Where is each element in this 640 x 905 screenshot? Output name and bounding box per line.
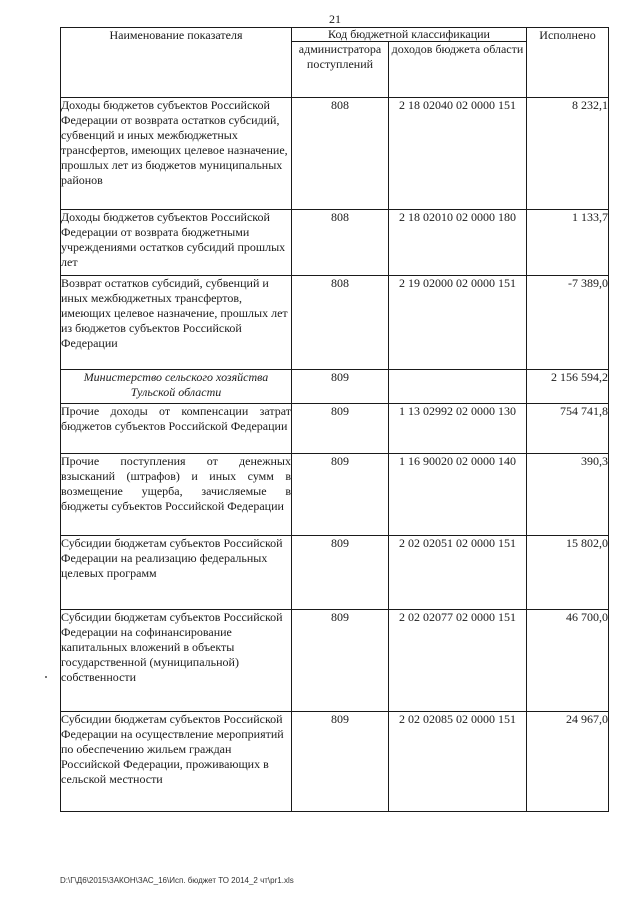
row-admin-code: 808 <box>292 98 389 210</box>
row-income-code: 2 19 02000 02 0000 151 <box>389 276 527 370</box>
row-name: Доходы бюджетов субъектов Российской Федерации от возврата бюджетными учреждениями остатков субсидий прошлых лет <box>61 210 292 276</box>
row-admin-code: 808 <box>292 276 389 370</box>
row-income-code: 2 18 02040 02 0000 151 <box>389 98 527 210</box>
file-path-footer: D:\Г\Д6\2015\ЗАКОН\ЗАС_16\Исп. бюджет ТО 2014_2 чт\pr1.xls <box>60 876 294 885</box>
header-indicator-name: Наименование показателя <box>61 28 292 98</box>
table-row <box>61 712 609 812</box>
header-row-1 <box>61 28 609 42</box>
header-admin: администратора поступлений <box>292 42 389 98</box>
table-row <box>61 536 609 610</box>
row-amount: -7 389,0 <box>527 276 609 370</box>
row-admin-code: 809 <box>292 712 389 812</box>
row-admin-code: 809 <box>292 610 389 712</box>
page-number: 21 <box>329 12 341 26</box>
row-amount: 15 802,0 <box>527 536 609 610</box>
row-admin-code: 809 <box>292 370 389 404</box>
row-income-code <box>389 370 527 404</box>
table-row <box>61 210 609 276</box>
table-row <box>61 98 609 210</box>
row-income-code: 1 16 90020 02 0000 140 <box>389 454 527 536</box>
row-admin-code: 809 <box>292 536 389 610</box>
row-name: Субсидии бюджетам субъектов Российской Федерации на софинансирование капитальных вложений в объекты государственной (муниципальной) собственности <box>61 610 292 712</box>
table-row <box>61 370 609 404</box>
row-admin-code: 809 <box>292 404 389 454</box>
budget-table <box>60 27 609 812</box>
row-income-code: 1 13 02992 02 0000 130 <box>389 404 527 454</box>
row-name: Министерство сельского хозяйства Тульской области <box>61 370 292 404</box>
row-amount: 46 700,0 <box>527 610 609 712</box>
header-code-group: Код бюджетной классификации <box>292 28 527 42</box>
row-name: Возврат остатков субсидий, субвенций и иных межбюджетных трансфертов, имеющих целевое назначение, прошлых лет из бюджетов субъектов Российской Федерации <box>61 276 292 370</box>
row-income-code: 2 02 02051 02 0000 151 <box>389 536 527 610</box>
row-name: Прочие доходы от компенсации затрат бюджетов субъектов Российской Федерации <box>61 404 292 454</box>
row-admin-code: 808 <box>292 210 389 276</box>
row-name: Прочие поступления от денежных взысканий (штрафов) и иных сумм в возмещение ущерба, зачисляемые в бюджеты субъектов Российской Федерации <box>61 454 292 536</box>
row-admin-code: 809 <box>292 454 389 536</box>
row-amount: 1 133,7 <box>527 210 609 276</box>
row-amount: 754 741,8 <box>527 404 609 454</box>
row-name: Субсидии бюджетам субъектов Российской Федерации на осуществление мероприятий по обеспечению жильем граждан Российской Федерации, проживающих в сельской местности <box>61 712 292 812</box>
table-row <box>61 610 609 712</box>
row-amount: 24 967,0 <box>527 712 609 812</box>
table-row <box>61 276 609 370</box>
header-income: доходов бюджета области <box>389 42 527 98</box>
row-income-code: 2 02 02077 02 0000 151 <box>389 610 527 712</box>
header-executed: Исполнено <box>527 28 609 98</box>
row-amount: 2 156 594,2 <box>527 370 609 404</box>
table-row <box>61 404 609 454</box>
row-name: Субсидии бюджетам субъектов Российской Федерации на реализацию федеральных целевых программ <box>61 536 292 610</box>
row-name: Доходы бюджетов субъектов Российской Федерации от возврата остатков субсидий, субвенций и иных межбюджетных трансфертов, имеющих целевое назначение, прошлых лет из бюджетов муниципальных районов <box>61 98 292 210</box>
row-amount: 8 232,1 <box>527 98 609 210</box>
row-amount: 390,3 <box>527 454 609 536</box>
row-income-code: 2 18 02010 02 0000 180 <box>389 210 527 276</box>
table-row <box>61 454 609 536</box>
scan-speck <box>45 676 47 678</box>
row-income-code: 2 02 02085 02 0000 151 <box>389 712 527 812</box>
